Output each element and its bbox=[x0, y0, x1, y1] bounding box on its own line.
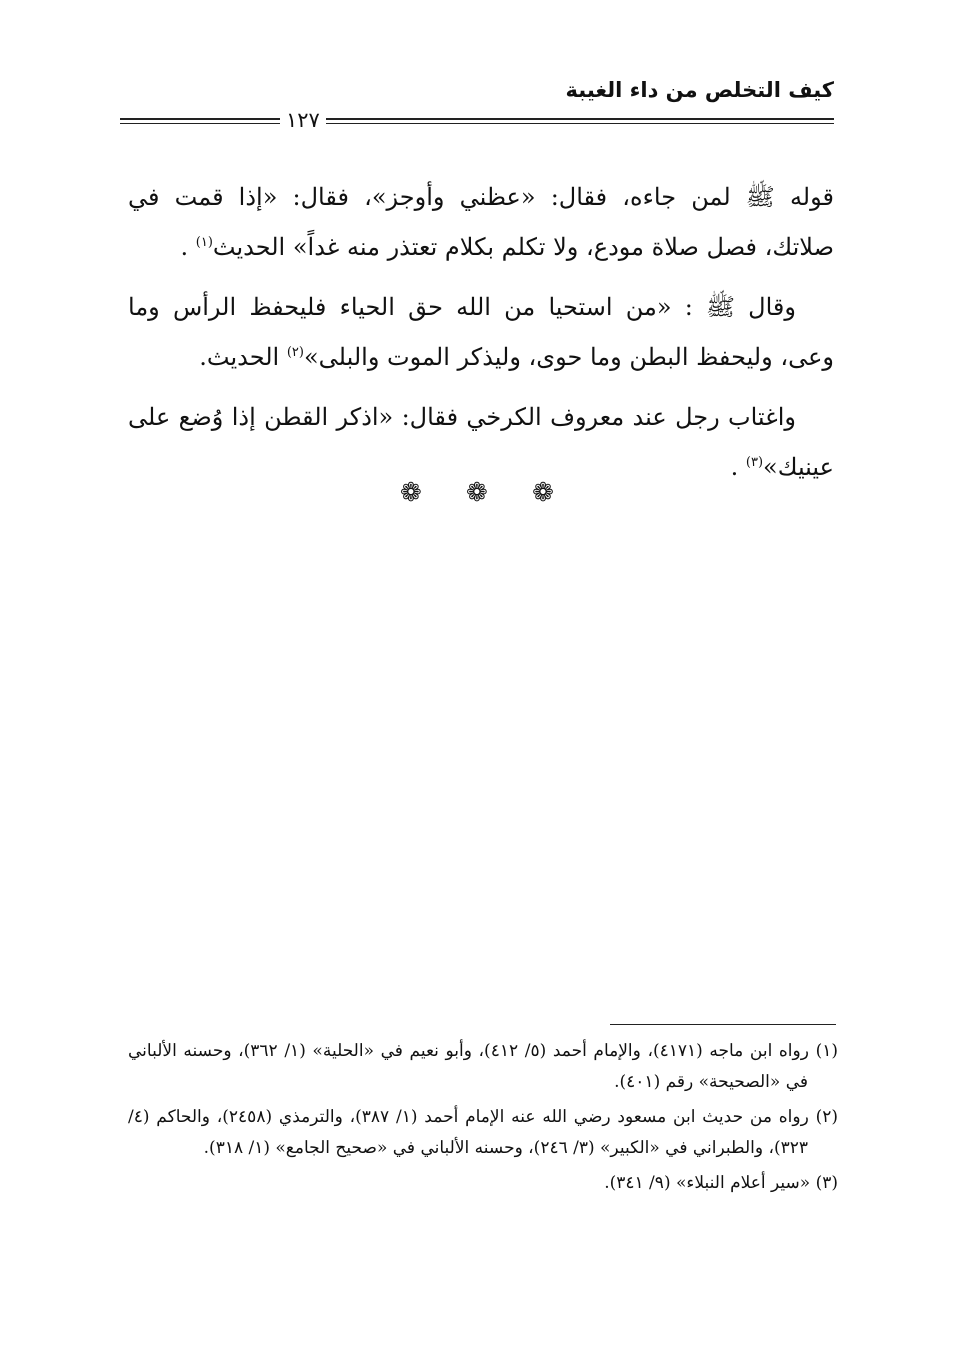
paragraph-tail: الحديث. bbox=[199, 343, 287, 371]
header-rule bbox=[120, 108, 834, 132]
paragraph-tail: . bbox=[730, 453, 746, 481]
paragraph-text: وقال ﷺ : «من استحيا من الله حق الحياء فليحفظ الرأس وما وعى، وليحفظ البطن وما حوى، وليذكر الموت والبلى» bbox=[128, 293, 834, 371]
paragraph-tail: . bbox=[180, 233, 196, 261]
paragraph-2 bbox=[128, 282, 834, 382]
header-rule-thin bbox=[120, 123, 834, 124]
paragraph-text: واغتاب رجل عند معروف الكرخي فقال: «اذكر القطن إذا وُضع على عينيك» bbox=[128, 403, 834, 481]
footnote-ref[interactable]: (١) bbox=[195, 235, 213, 250]
footnote-3: (٣) «سير أعلام النبلاء» (٩/ ٣٤١). bbox=[604, 1173, 838, 1193]
paragraph-3 bbox=[128, 392, 834, 492]
running-header-title: كيف التخلص من داء الغيبة bbox=[565, 78, 834, 102]
footnote-2: (٢) رواه من حديث ابن مسعود رضي الله عنه الإمام أحمد (١/ ٣٨٧)، والترمذي (٢٤٥٨)، والحاكم (٤/ ٣٢٣)، والطبراني في «الكبير» (٣/ ٢٤٦)، وحسنه الألباني في «صحيح الجامع» (١/ ٣١٨). bbox=[128, 1107, 838, 1158]
section-separator-ornament: ❁ ❁ ❁ bbox=[400, 478, 572, 508]
main-text bbox=[128, 172, 834, 502]
header-rule-thick bbox=[120, 118, 834, 120]
paragraph-1 bbox=[128, 172, 834, 272]
paragraph-text: قوله ﷺ لمن جاءه، فقال: «عظني وأوجز»، فقال: «إذا قمت في صلاتك، فصل صلاة مودع، ولا تكلم بكلام تعتذر منه غداً» الحديث bbox=[128, 183, 834, 261]
footnote-rule bbox=[610, 1024, 836, 1025]
footnote-1: (١) رواه ابن ماجه (٤١٧١)، والإمام أحمد (٥/ ٤١٢)، وأبو نعيم في «الحلية» (١/ ٣٦٢)، وحسنه الألباني في «الصحيحة» رقم (٤٠١). bbox=[128, 1041, 838, 1092]
page-number: ١٢٧ bbox=[280, 108, 326, 132]
footnotes bbox=[128, 1036, 838, 1203]
footnote-ref[interactable]: (٢) bbox=[286, 345, 304, 360]
footnote-ref[interactable]: (٣) bbox=[745, 455, 764, 470]
